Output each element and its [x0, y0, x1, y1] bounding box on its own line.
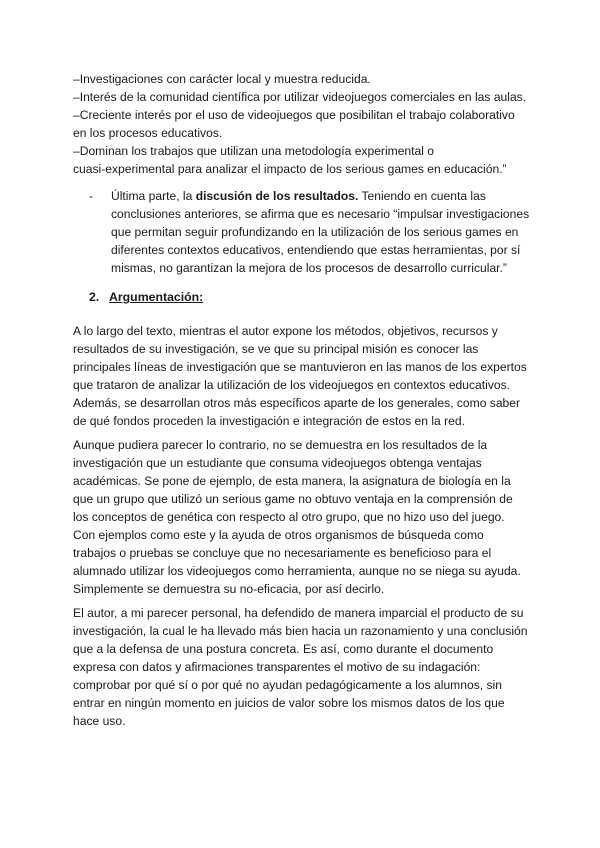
paragraph-line: trabajos o pruebas se concluye que no necesariamente es beneficioso para el — [73, 546, 492, 560]
bullet-line: mismas, no garantizan la mejora de los procesos de desarrollo curricular.” — [111, 261, 507, 275]
paragraph-line: que un grupo que utilizó un serious game no obtuvo ventaja en la comprensión de — [73, 492, 513, 506]
conclusion-line: en los procesos educativos. — [73, 126, 223, 140]
section-heading — [89, 288, 203, 306]
conclusion-line: –Creciente interés por el uso de videojuegos que posibilitan el trabajo colaborativo — [73, 108, 515, 122]
bullet-marker: - — [89, 189, 94, 203]
paragraph-line: de qué fondos proceden la investigación e integración de estos en la red. — [73, 414, 465, 428]
paragraph-line: Aunque pudiera parecer lo contrario, no se demuestra en los resultados de la — [73, 438, 488, 452]
bullet-bold-phrase: discusión de los resultados. — [195, 189, 359, 203]
bullet-text — [111, 187, 541, 277]
paragraph-line: los conceptos de genética con respecto al otro grupo, que no hizo uso del juego. — [73, 510, 505, 524]
paragraph-line: alumnado utilizar los videojuegos como herramienta, aunque no se niega su ayuda. — [73, 564, 521, 578]
paragraph-line: investigación que un estudiante que consuma videojuegos obtenga ventajas — [73, 456, 482, 470]
bullet-line: que permitan seguir profundizando en la utilización de los serious games en — [111, 225, 519, 239]
paragraph-line: principales líneas de investigación que se mantuvieron en las manos de los expertos — [73, 360, 527, 374]
paragraph — [73, 604, 543, 730]
conclusion-line: –Dominan los trabajos que utilizan una metodología experimental o — [73, 144, 435, 158]
paragraph-line: académicas. Se pone de ejemplo, de esta manera, la asignatura de biología en la — [73, 474, 511, 488]
paragraph-line: comprobar por qué sí o por qué no ayudan pedagógicamente a los alumnos, sin — [73, 678, 502, 692]
paragraph-line: expresa con datos y afirmaciones transparentes el motivo de su indagación: — [73, 660, 481, 674]
paragraph-line: Con ejemplos como este y la ayuda de otros organismos de búsqueda como — [73, 528, 484, 542]
paragraph-line: que trataron de analizar la utilización de los videojuegos en contextos educativos. — [73, 378, 510, 392]
bullet-line: diferentes contextos educativos, entendiendo que estas herramientas, por sí — [111, 243, 521, 257]
paragraph-line: hace uso. — [73, 714, 126, 728]
paragraph-line: investigación, la cual le ha llevado más bien hacia un razonamiento y una conclusión — [73, 624, 528, 638]
paragraph — [73, 436, 543, 598]
conclusions-list — [73, 70, 543, 178]
conclusion-line: –Investigaciones con carácter local y muestra reducida. — [73, 72, 371, 86]
bullet-line: conclusiones anteriores, se afirma que es necesario “impulsar investigaciones — [111, 207, 530, 221]
paragraph-line: resultados de su investigación, se ve que su principal misión es conocer las — [73, 342, 479, 356]
bullet-first-line — [111, 187, 541, 205]
paragraph-line: Además, se desarrollan otros más específicos aparte de los generales, como saber — [73, 396, 521, 410]
conclusion-line: –Interés de la comunidad científica por utilizar videojuegos comerciales en las aulas. — [73, 90, 527, 104]
paragraph-line: A lo largo del texto, mientras el autor expone los métodos, objetivos, recursos y — [73, 324, 498, 338]
bullet-suffix: Teniendo en cuenta las — [358, 189, 486, 203]
paragraph-line: Simplemente se demuestra su no-eficacia, por así decirlo. — [73, 582, 385, 596]
conclusion-line: cuasi-experimental para analizar el impacto de los serious games en educación.” — [73, 162, 507, 176]
section-number: 2. — [89, 290, 100, 304]
paragraph-line: que a la defensa de una postura concreta. Es así, como durante el documento — [73, 642, 494, 656]
paragraph — [73, 322, 543, 430]
paragraph-line: El autor, a mi parecer personal, ha defendido de manera imparcial el producto de su — [73, 606, 524, 620]
paragraph-line: entrar en ningún momento en juicios de valor sobre los mismos datos de los que — [73, 696, 505, 710]
section-title: Argumentación: — [109, 290, 204, 304]
bullet-prefix: Última parte, la — [111, 189, 196, 203]
